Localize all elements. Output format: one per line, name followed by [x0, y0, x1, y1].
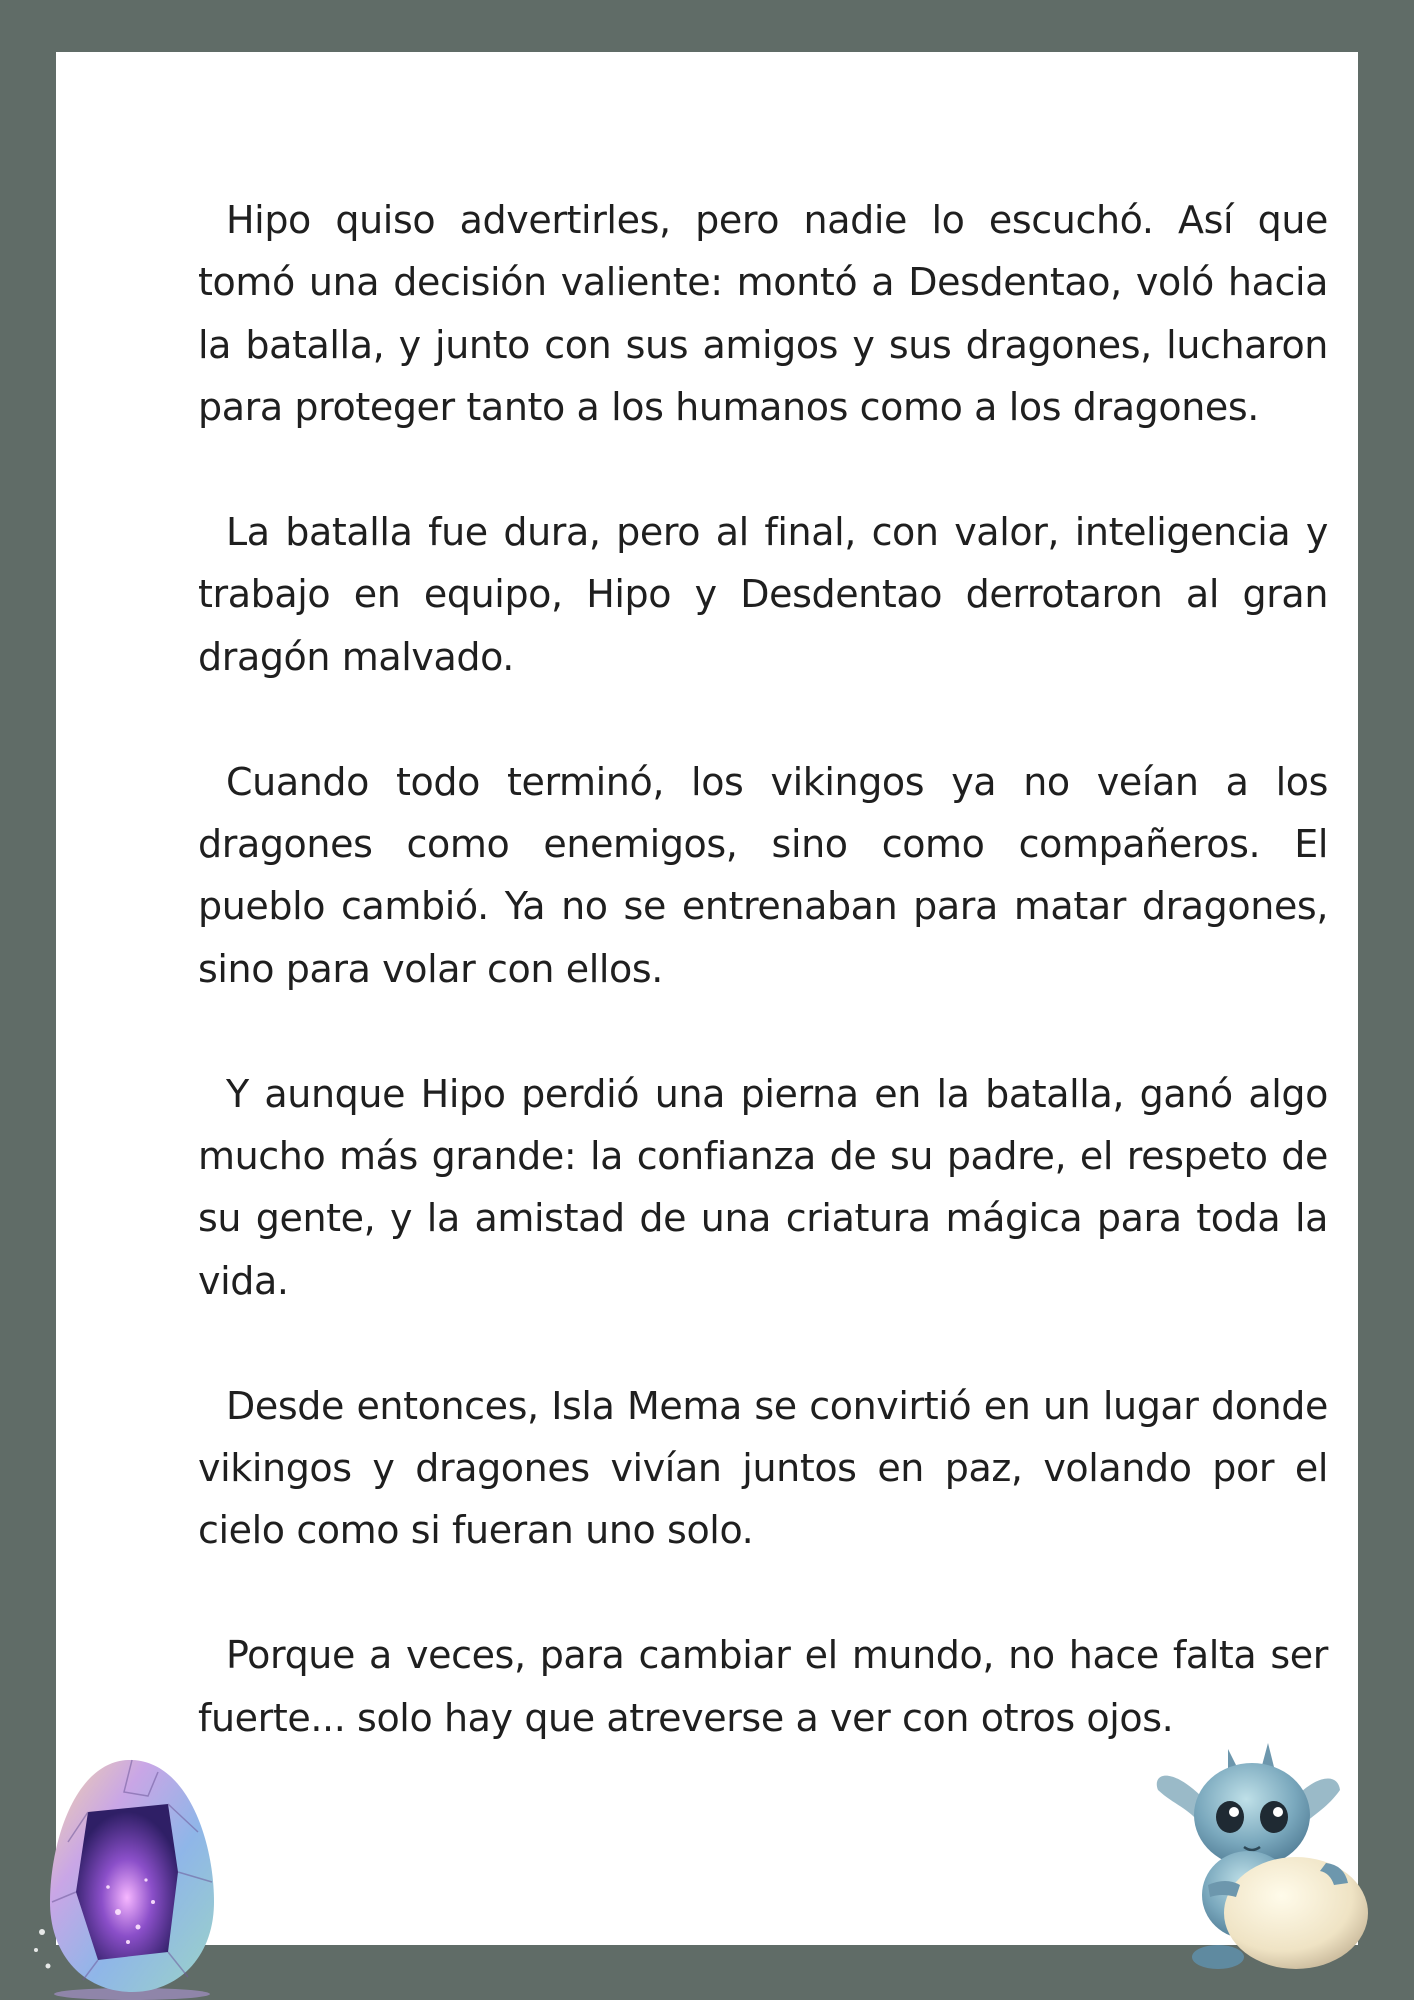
story-paragraph-2: La batalla fue dura, pero al final, con valor, inteligencia y trabajo en equipo, Hipo y Desdentao derrotaron al gran dragón malvado. [198, 510, 1328, 679]
crystal-egg-icon [28, 1752, 238, 2000]
story-paragraph-1: Hipo quiso advertirles, pero nadie lo escuchó. Así que tomó una decisión valiente: montó a Desdentao, voló hacia la batalla, y junto con sus amigos y sus dragones, lucharon para proteger tanto a los humanos como a los dragones. [198, 198, 1328, 430]
baby-dragon-icon [1148, 1735, 1378, 1975]
story-page [56, 52, 1358, 1945]
story-paragraph-6: Porque a veces, para cambiar el mundo, no hace falta ser fuerte... solo hay que atreverse a ver con otros ojos. [198, 1633, 1328, 1740]
story-text [198, 189, 1328, 1749]
story-paragraph-5: Desde entonces, Isla Mema se convirtió en un lugar donde vikingos y dragones vivían juntos en paz, volando por el cielo como si fueran uno solo. [198, 1383, 1328, 1553]
story-paragraph-4: Y aunque Hipo perdió una pierna en la batalla, ganó algo mucho más grande: la confianza de su padre, el respeto de su gente, y la amistad de una criatura mágica para toda la vida. [198, 1071, 1328, 1303]
story-paragraph-3: Cuando todo terminó, los vikingos ya no veían a los dragones como enemigos, sino como compañeros. El pueblo cambió. Ya no se entrenaban para matar dragones, sino para volar con ellos. [198, 759, 1328, 991]
